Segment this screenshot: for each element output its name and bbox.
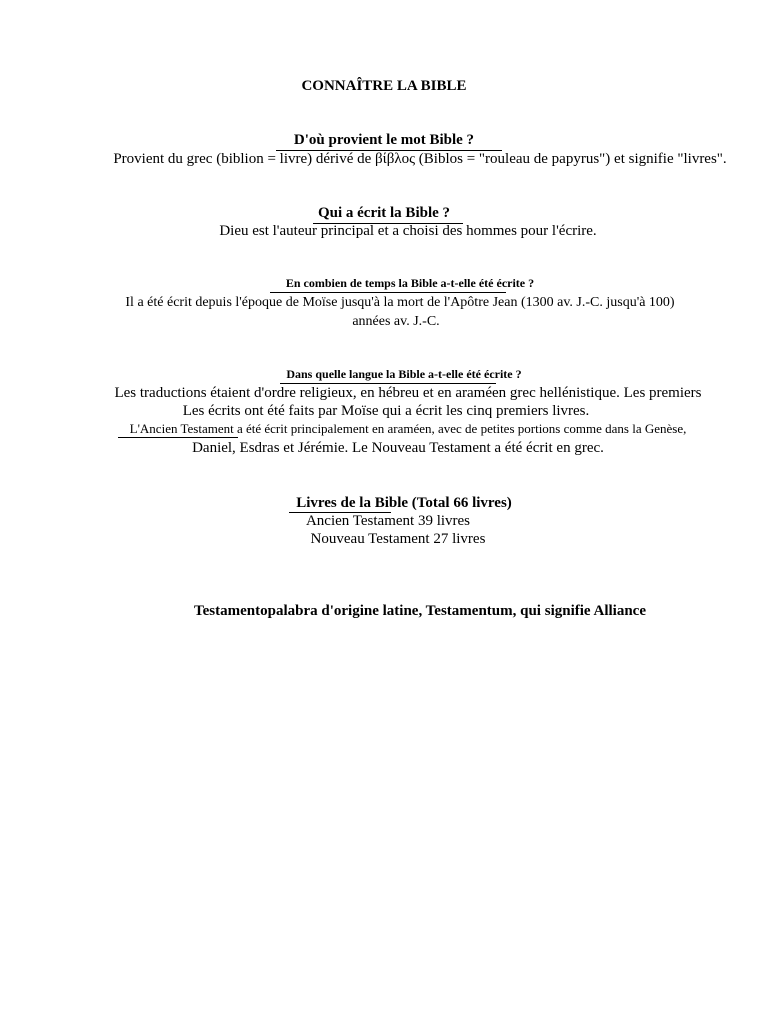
duration-text-line-1: Il a été écrit depuis l'époque de Moïse jusqu'à la mort de l'Apôtre Jean (1300 av. J.-C. jusqu'à 100) [125, 295, 675, 310]
section-heading-origin: D'où provient le mot Bible ? [293, 132, 475, 148]
language-text-line-2: Les écrits ont été faits par Moïse qui a écrit les cinq premiers livres. [182, 403, 590, 419]
section-heading-duration: En combien de temps la Bible a-t-elle été écrite ? [285, 276, 535, 290]
section-heading-books: Livres de la Bible (Total 66 livres) [296, 495, 512, 511]
duration-text-line-2: années av. J.-C. [352, 314, 440, 329]
page-title: CONNAÎTRE LA BIBLE [301, 78, 467, 94]
section-heading-language: Dans quelle langue la Bible a-t-elle été écrite ? [286, 367, 522, 381]
closing-statement: Testamentopalabra d'origine latine, Testamentum, qui signifie Alliance [194, 603, 646, 619]
language-text-line-3: L'Ancien Testament a été écrit principalement en araméen, avec de petites portions comme dans la Genèse, [129, 421, 687, 436]
language-text-line-4: Daniel, Esdras et Jérémie. Le Nouveau Testament a été écrit en grec. [192, 440, 604, 456]
ancien-testament-underline [118, 437, 238, 438]
origin-text: Provient du grec (biblion = livre) dérivé de βίβλος (Biblos = "rouleau de papyrus") et signifie "livres". [113, 151, 727, 167]
section-heading-author: Qui a écrit la Bible ? [317, 205, 451, 221]
old-testament-count: Ancien Testament 39 livres [305, 513, 471, 529]
author-text: Dieu est l'auteur principal et a choisi des hommes pour l'écrire. [219, 223, 597, 239]
heading-underline [280, 383, 496, 384]
new-testament-count: Nouveau Testament 27 livres [310, 531, 486, 547]
language-text-line-1: Les traductions étaient d'ordre religieux, en hébreu et en araméen grec hellénistique. Les premiers [114, 385, 702, 401]
heading-underline [270, 292, 506, 293]
